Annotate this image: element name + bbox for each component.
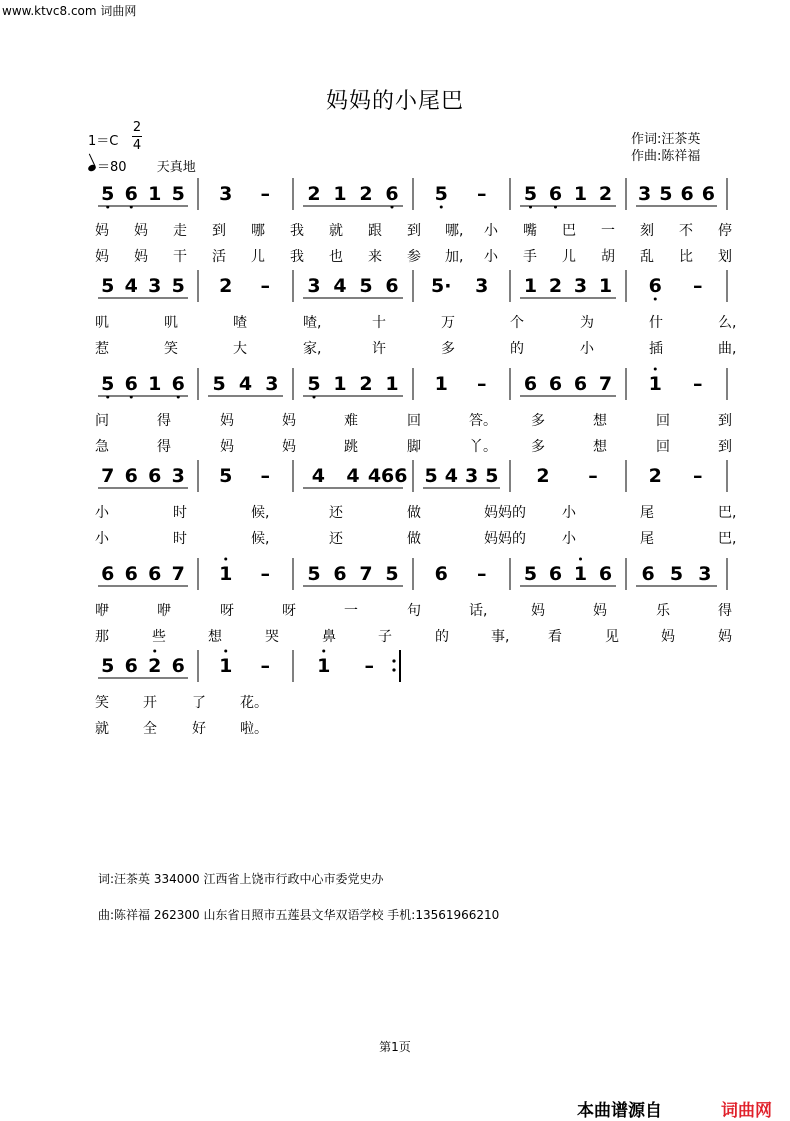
lyric-syllable: 我 <box>290 223 304 239</box>
key-signature: 1＝C <box>88 134 119 149</box>
lyric-syllable: 活 <box>212 249 226 265</box>
lyric-syllable: 回 <box>407 413 421 429</box>
lyric-syllable: 曲, <box>718 341 737 357</box>
tempo-marking <box>88 156 196 175</box>
lyric-syllable: 的 <box>435 629 449 645</box>
lyric-syllable: 那 <box>95 629 109 645</box>
lyric-syllable: 喳 <box>233 315 247 331</box>
note: 1 <box>434 373 448 395</box>
lyric-syllable: 得 <box>718 603 732 619</box>
lyric-syllable: 就 <box>329 223 343 239</box>
lyric-syllable: 巴 <box>562 223 576 239</box>
note: 2 <box>359 183 373 205</box>
lyric-syllable: 全 <box>143 721 157 737</box>
note: 7 <box>171 563 185 585</box>
lyric-syllable: 十 <box>372 315 386 331</box>
lyric-syllable: 到 <box>718 439 732 455</box>
note: 3 <box>265 373 279 395</box>
note: 5 <box>101 373 115 395</box>
lyric-syllable: 呀 <box>282 603 296 619</box>
note: 6 <box>385 275 399 297</box>
lyric-syllable: 得 <box>157 439 171 455</box>
note: 1 <box>219 655 233 677</box>
note: 4 <box>311 465 325 487</box>
note: 6 <box>148 563 162 585</box>
lyric-syllable: 比 <box>679 249 693 265</box>
lyric-syllable: 万 <box>441 315 455 331</box>
lyric-syllable: 什 <box>649 315 663 331</box>
lyric-syllable: 惹 <box>95 341 109 357</box>
note: 5 <box>523 563 538 585</box>
lyric-syllable: 哪, <box>445 223 464 239</box>
lyric-syllable: 妈妈的 <box>484 505 526 521</box>
note: 5 <box>307 563 321 585</box>
note: – <box>693 465 703 487</box>
lyric-syllable: 哭 <box>265 629 279 645</box>
lyric-syllable: 我 <box>290 249 304 265</box>
notation-row <box>0 268 790 304</box>
lyric-syllable: 就 <box>95 721 109 737</box>
note: 5· <box>431 275 452 297</box>
page-number: 第1页 <box>379 1040 411 1054</box>
note: 1 <box>573 563 588 585</box>
lyric-syllable: 妈 <box>134 223 148 239</box>
lyric-syllable: 到 <box>718 413 732 429</box>
lyric-syllable: 咿 <box>95 603 109 619</box>
tempo-value: ＝80 <box>97 160 127 175</box>
lyric-syllable: 一 <box>344 603 358 619</box>
lyric-syllable: 妈 <box>282 413 296 429</box>
lyric-syllable: 小 <box>484 249 498 265</box>
notation-row <box>0 176 790 212</box>
lyric-syllable: 些 <box>152 629 166 645</box>
note: 5 <box>523 183 538 205</box>
note: 3 <box>638 183 652 205</box>
lyric-syllable: 花。 <box>240 695 268 711</box>
lyricist-info: 词:汪茶英 334000 江西省上饶市行政中心市委党史办 <box>98 872 384 886</box>
time-top: 2 <box>132 120 142 135</box>
note: 6 <box>171 655 185 677</box>
note: 3 <box>307 275 321 297</box>
note: 1 <box>385 373 399 395</box>
notation-row <box>0 366 790 402</box>
note: 2 <box>219 275 233 297</box>
lyric-syllable: 笑 <box>164 341 178 357</box>
note: – <box>260 183 270 205</box>
note: 6 <box>124 465 138 487</box>
note: 5 <box>171 183 185 205</box>
composer-info: 曲:陈祥福 262300 山东省日照市五莲县文华双语学校 手机:13561966210 <box>98 908 500 922</box>
note: 1 <box>317 655 331 677</box>
note: 5 <box>669 563 684 585</box>
lyric-syllable: 妈 <box>220 413 234 429</box>
lyric-syllable: 得 <box>157 413 171 429</box>
lyric-syllable: 妈 <box>134 249 148 265</box>
lyric-syllable: 划 <box>718 249 732 265</box>
lyric-syllable: 儿 <box>562 249 576 265</box>
note: 1 <box>648 373 662 395</box>
lyric-syllable: 看 <box>548 629 562 645</box>
lyric-syllable: 巴, <box>718 531 737 547</box>
note: 1 <box>333 373 347 395</box>
note: 7 <box>598 373 613 395</box>
lyric-syllable: 妈 <box>661 629 675 645</box>
note: 2 <box>307 183 321 205</box>
note: 2 <box>536 465 550 487</box>
note: 6 <box>523 373 538 395</box>
note: 6 <box>680 183 694 205</box>
lyric-syllable: 做 <box>407 531 421 547</box>
lyric-syllable: 还 <box>329 531 343 547</box>
note: 6 <box>124 563 138 585</box>
note: 1 <box>523 275 538 297</box>
lyric-syllable: 参 <box>407 249 421 265</box>
lyric-syllable: 尾 <box>640 505 654 521</box>
note: 1 <box>219 563 233 585</box>
source-logo[interactable]: 词曲网 <box>721 1101 772 1121</box>
lyric-syllable: 妈 <box>282 439 296 455</box>
note: 6 <box>385 183 399 205</box>
note: 6 <box>124 373 138 395</box>
lyric-syllable: 插 <box>649 341 663 357</box>
lyric-syllable: 子 <box>378 629 392 645</box>
note: 4 <box>333 275 347 297</box>
note: 4 <box>124 275 138 297</box>
note: 6 <box>573 373 588 395</box>
lyric-syllable: 时 <box>173 531 187 547</box>
lyric-syllable: 做 <box>407 505 421 521</box>
lyric-syllable: 跟 <box>368 223 382 239</box>
lyric-syllable: 还 <box>329 505 343 521</box>
lyric-syllable: 加, <box>445 249 464 265</box>
note: – <box>260 563 270 585</box>
octave-dot-high <box>322 650 325 653</box>
lyric-syllable: 候, <box>251 531 270 547</box>
lyricist-credit: 作词:汪茶英 <box>631 132 701 147</box>
note: 3 <box>475 275 489 297</box>
note: 5 <box>101 275 115 297</box>
lyric-syllable: 小 <box>580 341 594 357</box>
note: 1 <box>148 373 162 395</box>
lyric-syllable: 刻 <box>640 223 654 239</box>
site-watermark[interactable]: www.ktvc8.com 词曲网 <box>2 4 137 18</box>
note: 2 <box>148 655 162 677</box>
note: – <box>477 373 487 395</box>
lyric-syllable: 句 <box>407 603 421 619</box>
lyric-syllable: 手 <box>523 249 537 265</box>
lyric-syllable: 跳 <box>344 439 358 455</box>
song-title: 妈妈的小尾巴 <box>325 89 464 114</box>
octave-dot-high <box>654 368 657 371</box>
note: 5 <box>359 275 373 297</box>
lyric-syllable: 许 <box>372 341 386 357</box>
lyric-syllable: 的 <box>510 341 524 357</box>
note: 5 <box>171 275 185 297</box>
time-bottom: 4 <box>132 138 142 153</box>
note: 3 <box>171 465 185 487</box>
note: 6 <box>124 183 138 205</box>
note: 6 <box>548 183 563 205</box>
lyric-syllable: 妈 <box>95 223 109 239</box>
lyric-syllable: 妈 <box>593 603 607 619</box>
lyric-syllable: 难 <box>344 413 358 429</box>
note: 4 <box>346 465 360 487</box>
note: 3 <box>148 275 162 297</box>
note: – <box>588 465 598 487</box>
octave-dot-high <box>153 650 156 653</box>
lyric-syllable: 急 <box>95 439 109 455</box>
lyric-syllable: 尾 <box>640 531 654 547</box>
note: 6 <box>171 373 185 395</box>
lyric-syllable: 乱 <box>640 249 654 265</box>
lyric-syllable: 话, <box>469 603 488 619</box>
lyric-syllable: 到 <box>212 223 226 239</box>
lyric-syllable: 丫。 <box>469 439 497 455</box>
lyric-syllable: 哪 <box>251 223 265 239</box>
note: 3 <box>573 275 588 297</box>
notation-row <box>0 458 790 494</box>
quarter-note-icon <box>87 164 97 173</box>
note: 3 <box>219 183 233 205</box>
source-label: 本曲谱源自 <box>577 1101 662 1121</box>
time-signature <box>131 119 143 154</box>
lyric-syllable: 走 <box>173 223 187 239</box>
lyric-syllable: 为 <box>580 315 594 331</box>
lyric-syllable: 想 <box>208 629 222 645</box>
lyric-syllable: 来 <box>368 249 382 265</box>
lyric-syllable: 大 <box>233 341 247 357</box>
note: – <box>260 465 270 487</box>
note: 5 <box>219 465 233 487</box>
lyric-syllable: 问 <box>95 413 109 429</box>
lyric-syllable: 么, <box>718 315 737 331</box>
note: – <box>260 655 270 677</box>
lyric-syllable: 鼻 <box>322 629 336 645</box>
lyric-syllable: 巴, <box>718 505 737 521</box>
lyric-syllable: 事, <box>491 629 510 645</box>
lyric-syllable: 回 <box>656 413 670 429</box>
lyric-syllable: 到 <box>407 223 421 239</box>
lyric-syllable: 乐 <box>656 603 670 619</box>
lyric-syllable: 开 <box>143 695 157 711</box>
lyric-syllable: 儿 <box>251 249 265 265</box>
lyric-syllable: 时 <box>173 505 187 521</box>
lyric-syllable: 想 <box>593 413 607 429</box>
note: 6 <box>148 465 162 487</box>
note: 5 <box>434 183 448 205</box>
note: 4 <box>444 465 458 487</box>
lyric-syllable: 回 <box>656 439 670 455</box>
note: 2 <box>648 465 662 487</box>
note: 3 <box>465 465 479 487</box>
notation-row <box>0 556 790 592</box>
note: – <box>693 373 703 395</box>
note: 6 <box>333 563 347 585</box>
lyric-syllable: 妈 <box>531 603 545 619</box>
note: – <box>477 563 487 585</box>
lyric-syllable: 妈妈的 <box>484 531 526 547</box>
lyric-syllable: 叽 <box>164 315 178 331</box>
note: 6 <box>598 563 613 585</box>
lyric-syllable: 干 <box>173 249 187 265</box>
lyric-syllable: 想 <box>593 439 607 455</box>
octave-dot-low <box>440 206 443 209</box>
note: 5 <box>212 373 226 395</box>
note: 4 <box>238 373 253 395</box>
note: 6 <box>641 563 655 585</box>
lyric-syllable: 候, <box>251 505 270 521</box>
lyric-syllable: 喳, <box>303 315 322 331</box>
composer-credit: 作曲:陈祥福 <box>631 149 701 164</box>
note: – <box>364 655 374 677</box>
lyric-syllable: 叽 <box>95 315 109 331</box>
note: 5 <box>385 563 399 585</box>
lyric-syllable: 胡 <box>601 249 615 265</box>
note: 2 <box>359 373 373 395</box>
note: 1 <box>573 183 588 205</box>
note: 5 <box>307 373 321 395</box>
note: – <box>260 275 270 297</box>
lyric-syllable: 妈 <box>220 439 234 455</box>
note: 5 <box>101 655 115 677</box>
note: 6 <box>434 563 448 585</box>
note: 1 <box>598 275 613 297</box>
octave-dot-high <box>224 650 227 653</box>
note: 2 <box>548 275 563 297</box>
lyric-syllable: 一 <box>601 223 615 239</box>
lyric-syllable: 多 <box>531 413 545 429</box>
lyric-syllable: 小 <box>95 531 109 547</box>
lyric-syllable: 也 <box>329 249 343 265</box>
note: – <box>693 275 703 297</box>
lyric-syllable: 小 <box>562 505 576 521</box>
note: 6 <box>124 655 138 677</box>
note: 6 <box>101 563 115 585</box>
note: 6 <box>548 563 563 585</box>
lyric-syllable: 咿 <box>157 603 171 619</box>
lyric-syllable: 不 <box>679 223 693 239</box>
lyric-syllable: 多 <box>531 439 545 455</box>
octave-dot-low <box>654 298 657 301</box>
lyric-syllable: 嘴 <box>523 223 537 239</box>
note: 6 <box>701 183 715 205</box>
note: 5 <box>424 465 438 487</box>
note: 7 <box>101 465 115 487</box>
note: 2 <box>598 183 613 205</box>
octave-dot-high <box>224 558 227 561</box>
notation-row <box>0 648 790 684</box>
mood-marking: 天真地 <box>156 160 196 175</box>
lyric-syllable: 妈 <box>718 629 732 645</box>
repeat-dot <box>392 659 395 662</box>
note: 1 <box>148 183 162 205</box>
note: 5 <box>485 465 499 487</box>
note: – <box>477 183 487 205</box>
lyric-syllable: 呀 <box>220 603 234 619</box>
note: 6 <box>648 275 662 297</box>
lyric-syllable: 好 <box>192 721 206 737</box>
note: 5 <box>659 183 673 205</box>
lyric-syllable: 笑 <box>95 695 109 711</box>
lyric-syllable: 小 <box>95 505 109 521</box>
note: 3 <box>698 563 712 585</box>
note: 5 <box>101 183 115 205</box>
note: 6 <box>548 373 563 395</box>
lyric-syllable: 个 <box>510 315 524 331</box>
octave-dot-high <box>579 558 582 561</box>
note: 466 <box>367 465 408 487</box>
lyric-syllable: 脚 <box>407 439 421 455</box>
note: 1 <box>333 183 347 205</box>
lyric-syllable: 家, <box>303 341 322 357</box>
lyric-syllable: 小 <box>484 223 498 239</box>
lyric-syllable: 停 <box>718 223 732 239</box>
note: 7 <box>359 563 373 585</box>
lyric-syllable: 啦。 <box>240 721 268 737</box>
lyric-syllable: 多 <box>441 341 455 357</box>
lyric-syllable: 答。 <box>469 413 497 429</box>
repeat-dot <box>392 668 395 671</box>
lyric-syllable: 了 <box>192 695 206 711</box>
lyric-syllable: 小 <box>562 531 576 547</box>
lyric-syllable: 见 <box>605 629 619 645</box>
lyric-syllable: 妈 <box>95 249 109 265</box>
